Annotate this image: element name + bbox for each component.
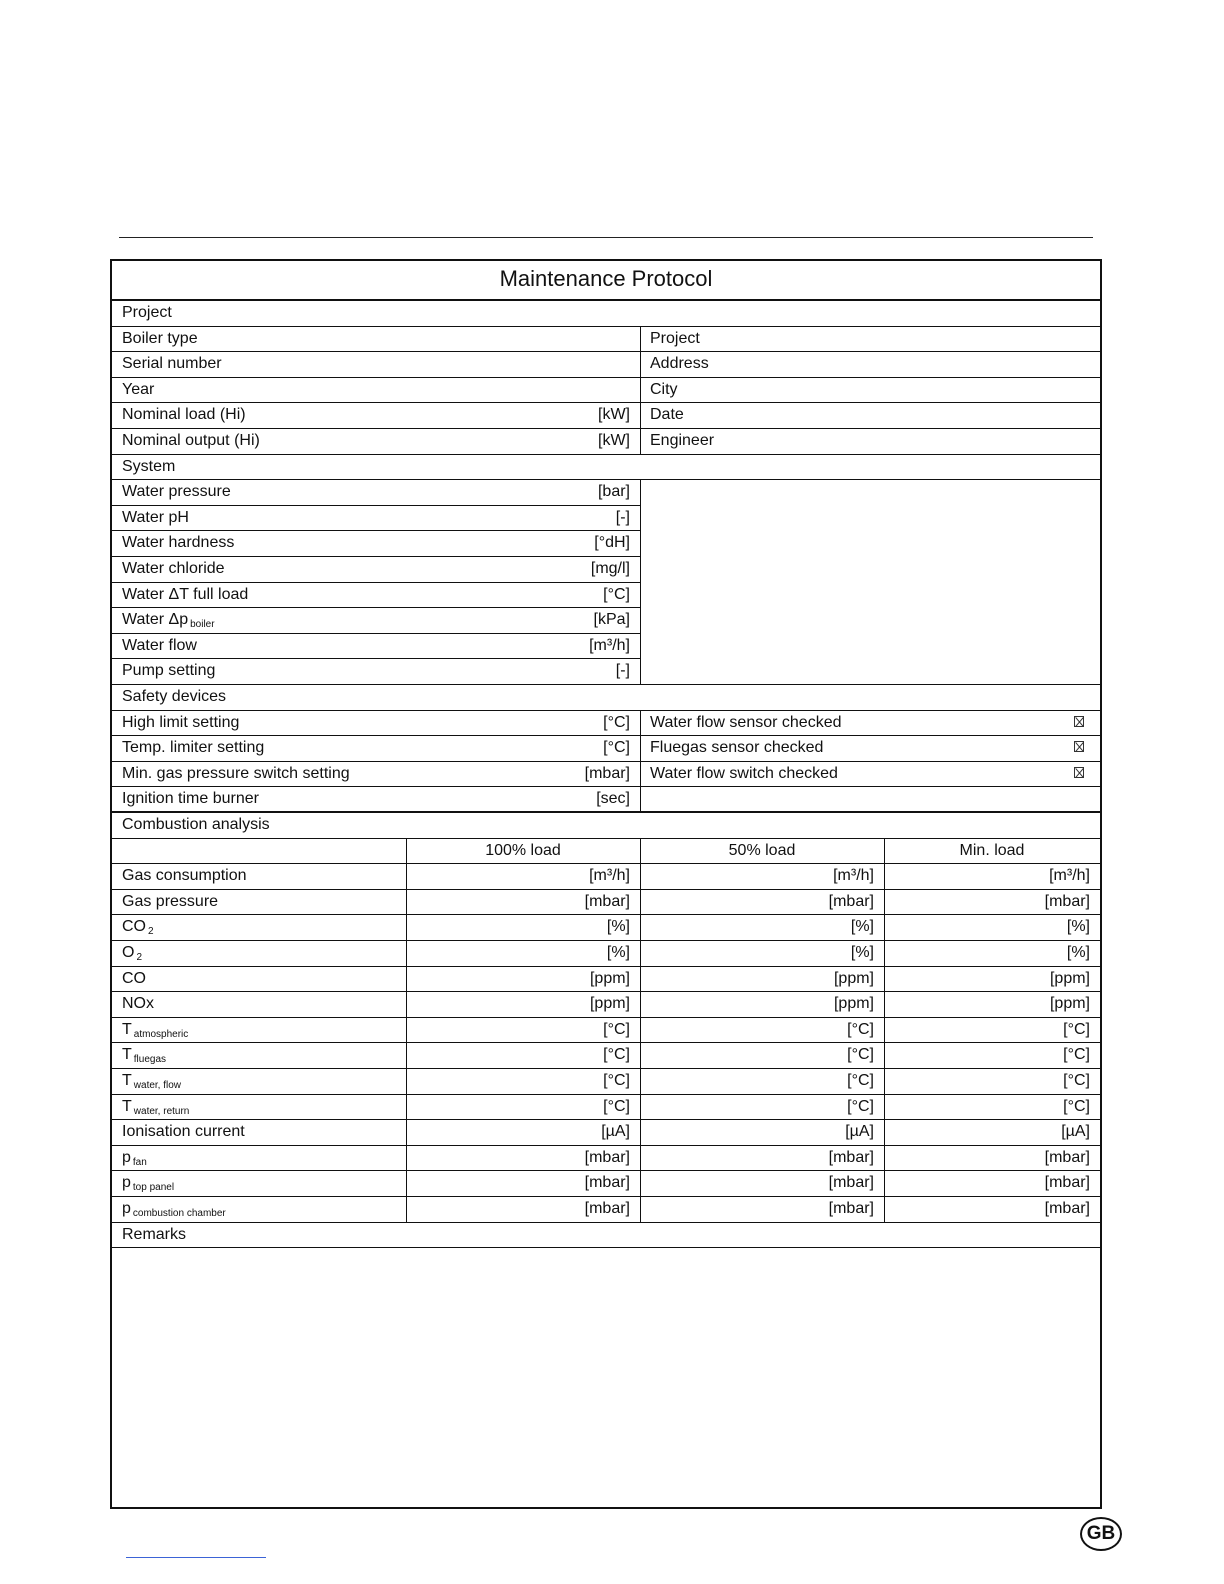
unit-100: [mbar] (584, 892, 630, 910)
system-row (112, 480, 641, 506)
combustion-row (112, 967, 1100, 993)
system-row-label (112, 583, 492, 608)
row-label-subscript: water, return (133, 1105, 190, 1117)
combustion-section-row (112, 813, 1100, 839)
combustion-row (112, 1120, 1100, 1146)
unit-100: [%] (606, 918, 630, 936)
system-row (112, 634, 641, 660)
safety-row (112, 762, 1100, 788)
row-label-text: Water hardness (122, 534, 235, 552)
combustion-row-label (112, 1043, 406, 1068)
row-label-text: Gas consumption (122, 867, 247, 885)
header-left-unit: [kW] (598, 406, 630, 424)
unit-100: [mbar] (584, 1174, 630, 1192)
system-row (112, 531, 641, 557)
combustion-row-label (112, 967, 406, 992)
row-label-text: p (122, 1200, 131, 1217)
header-right-label: Engineer (650, 432, 715, 449)
column-header-min: Min. load (959, 841, 1025, 859)
checkbox[interactable] (1074, 716, 1084, 727)
safety-row-label: Ignition time burner (122, 790, 259, 808)
maintenance-protocol-form (110, 259, 1102, 1509)
unit-50: [m³/h] (833, 867, 874, 885)
header-row (112, 378, 1100, 404)
column-divider (640, 659, 641, 684)
system-row-unit: [-] (615, 662, 630, 680)
combustion-row-label (112, 1018, 406, 1043)
safety-row (112, 787, 1100, 813)
row-label-text: p (122, 1148, 131, 1166)
unit-100: [%] (606, 944, 630, 961)
safety-check-cell (640, 762, 1100, 787)
unit-min: [mbar] (1044, 1200, 1090, 1217)
combustion-row (112, 1043, 1100, 1069)
system-row-label (112, 659, 492, 684)
system-row (112, 608, 641, 634)
combustion-row-label (112, 1197, 406, 1222)
row-label-text: T (122, 1072, 132, 1089)
combustion-row-label (112, 915, 406, 940)
column-divider (640, 634, 641, 659)
row-label-text: Water flow (122, 636, 197, 654)
safety-section-label: Safety devices (122, 688, 227, 705)
unit-min: [°C] (1063, 1072, 1090, 1089)
row-label-subscript: 2 (148, 926, 154, 938)
unit-50: [%] (850, 944, 874, 961)
unit-100: [°C] (603, 1072, 630, 1089)
unit-100: [m³/h] (589, 867, 630, 885)
combustion-row (112, 1069, 1100, 1095)
unit-50: [mbar] (828, 1148, 874, 1166)
combustion-row (112, 864, 1100, 890)
row-label-text: T (122, 1046, 132, 1064)
column-header-50: 50% load (728, 841, 796, 859)
combustion-row (112, 1146, 1100, 1172)
row-label-subscript: combustion chamber (132, 1208, 226, 1219)
unit-min: [ppm] (1049, 969, 1090, 987)
gb-badge: GB (1080, 1517, 1122, 1551)
combustion-row-label (112, 864, 406, 889)
header-left-label: Nominal load (Hi) (122, 406, 246, 424)
safety-row-unit: [°C] (603, 739, 630, 757)
system-row-label (112, 480, 492, 505)
safety-row (112, 711, 1100, 737)
combustion-row-label (112, 1146, 406, 1171)
unit-50: [mbar] (828, 1174, 874, 1192)
safety-row-unit: [°C] (603, 713, 630, 731)
system-row (112, 583, 641, 609)
unit-100: [mbar] (584, 1148, 630, 1166)
unit-min: [mbar] (1044, 1148, 1090, 1166)
row-label-text: NOx (122, 995, 154, 1013)
row-label-subscript: fan (132, 1156, 147, 1168)
column-divider (640, 531, 641, 556)
system-row-unit: [°C] (603, 585, 630, 603)
row-label-text: CO (122, 918, 146, 936)
combustion-row-label (112, 1120, 406, 1145)
row-label-text: Water chloride (122, 560, 225, 577)
column-divider (640, 583, 641, 608)
row-label-text: p (122, 1174, 131, 1192)
unit-min: [°C] (1063, 1020, 1090, 1038)
header-left-unit: [kW] (598, 432, 630, 449)
system-row-unit: [bar] (597, 483, 630, 501)
combustion-row (112, 1197, 1100, 1223)
header-right-label: Date (650, 406, 684, 424)
unit-100: [ppm] (589, 969, 630, 987)
remarks-area[interactable] (112, 1248, 1100, 1507)
unit-100: [mbar] (584, 1200, 630, 1217)
safety-check-label: Water flow switch checked (650, 764, 838, 782)
unit-100: [µA] (601, 1123, 630, 1141)
system-row (112, 659, 641, 685)
combustion-row-label (112, 1095, 406, 1120)
header-left-label: Serial number (122, 355, 222, 373)
combustion-row-label (112, 992, 406, 1017)
row-label-text: Water Δp (122, 611, 189, 629)
safety-check-label: Water flow sensor checked (650, 713, 842, 731)
safety-check-cell (640, 736, 1100, 761)
unit-50: [%] (850, 918, 874, 936)
unit-50: [µA] (845, 1123, 874, 1141)
system-row-label (112, 634, 492, 659)
header-row (112, 327, 1100, 353)
system-row-label (112, 557, 492, 582)
safety-check-cell (640, 711, 1100, 736)
combustion-row-label (112, 1069, 406, 1094)
combustion-row-label (112, 1171, 406, 1196)
row-label-text: Ionisation current (122, 1123, 245, 1141)
unit-50: [°C] (847, 1020, 874, 1038)
remarks-row (112, 1223, 1100, 1249)
header-right-label: City (650, 380, 678, 398)
combustion-row (112, 1171, 1100, 1197)
unit-100: [ppm] (589, 995, 630, 1013)
safety-row-label: High limit setting (122, 713, 240, 731)
header-row (112, 352, 1100, 378)
column-divider (640, 608, 641, 633)
unit-min: [%] (1066, 944, 1090, 961)
combustion-row-label (112, 941, 406, 966)
system-row (112, 506, 641, 532)
unit-50: [ppm] (833, 995, 874, 1013)
unit-50: [ppm] (833, 969, 874, 987)
checkbox[interactable] (1074, 741, 1084, 752)
row-label-text: T (122, 1097, 132, 1115)
combustion-row (112, 890, 1100, 916)
footer-link-line (126, 1557, 266, 1558)
system-row-label (112, 531, 492, 556)
unit-min: [%] (1066, 918, 1090, 936)
header-right-label: Project (650, 329, 700, 347)
row-label-subscript: fluegas (133, 1054, 167, 1066)
column-divider (640, 480, 641, 505)
unit-50: [mbar] (828, 1200, 874, 1217)
combustion-row (112, 915, 1100, 941)
safety-section-row (112, 685, 1100, 711)
header-right-label: Address (650, 355, 709, 373)
combustion-row-label (112, 890, 406, 915)
unit-min: [°C] (1063, 1046, 1090, 1064)
row-label-text: Gas pressure (122, 892, 219, 910)
unit-50: [°C] (847, 1097, 874, 1115)
header-left-label: Nominal output (Hi) (122, 432, 260, 449)
unit-100: [°C] (603, 1097, 630, 1115)
header-row (112, 403, 1100, 429)
row-label-subscript: water, flow (133, 1080, 182, 1091)
project-row (112, 301, 1100, 327)
safety-row-unit: [mbar] (584, 764, 630, 782)
system-row-label (112, 608, 492, 633)
combustion-row (112, 1018, 1100, 1044)
header-left-label: Year (122, 380, 155, 398)
system-row-unit: [m³/h] (589, 636, 630, 654)
checkbox[interactable] (1074, 767, 1084, 778)
safety-row (112, 736, 1100, 762)
row-label-text: Water ΔT full load (122, 585, 249, 603)
unit-50: [°C] (847, 1072, 874, 1089)
system-row (112, 557, 641, 583)
system-row-label (112, 506, 492, 531)
safety-row-unit: [sec] (596, 790, 630, 808)
system-row-unit: [-] (615, 508, 630, 526)
row-label-text: T (122, 1020, 132, 1038)
system-section-row (112, 455, 1100, 481)
unit-100: [°C] (603, 1046, 630, 1064)
row-label-text: CO (122, 969, 146, 987)
unit-50: [°C] (847, 1046, 874, 1064)
row-label-text: Pump setting (122, 662, 216, 680)
unit-min: [µA] (1061, 1123, 1090, 1141)
column-divider (640, 787, 641, 811)
unit-min: [°C] (1063, 1097, 1090, 1115)
unit-100: [°C] (603, 1020, 630, 1038)
header-row (112, 429, 1100, 455)
system-row-unit: [kPa] (593, 611, 630, 629)
unit-min: [ppm] (1049, 995, 1090, 1013)
unit-min: [mbar] (1044, 892, 1090, 910)
safety-row-label: Min. gas pressure switch setting (122, 764, 350, 782)
row-label-subscript: atmospheric (133, 1028, 189, 1040)
header-left-label: Boiler type (122, 329, 198, 347)
combustion-row (112, 1095, 1100, 1121)
combustion-row (112, 941, 1100, 967)
column-divider (640, 557, 641, 582)
unit-min: [m³/h] (1049, 867, 1090, 885)
project-label: Project (122, 304, 172, 321)
row-label-subscript: top panel (132, 1182, 175, 1194)
combustion-header-row (112, 839, 1100, 865)
row-label-text: Water pH (122, 508, 189, 526)
combustion-row (112, 992, 1100, 1018)
remarks-label: Remarks (122, 1225, 187, 1243)
system-row-unit: [mg/l] (590, 560, 630, 577)
row-label-text: Water pressure (122, 483, 231, 501)
column-divider (640, 506, 641, 531)
system-row-unit: [°dH] (594, 534, 630, 552)
unit-50: [mbar] (828, 892, 874, 910)
row-label-subscript: 2 (136, 952, 143, 963)
combustion-section-label: Combustion analysis (122, 816, 270, 833)
top-rule (119, 237, 1093, 238)
form-title: Maintenance Protocol (112, 261, 1100, 301)
system-section-label: System (122, 457, 176, 475)
row-label-subscript: boiler (190, 619, 215, 631)
column-header-100: 100% load (485, 841, 561, 859)
safety-check-label: Fluegas sensor checked (650, 739, 824, 757)
row-label-text: O (122, 944, 135, 961)
safety-row-label: Temp. limiter setting (122, 739, 265, 757)
unit-min: [mbar] (1044, 1174, 1090, 1192)
